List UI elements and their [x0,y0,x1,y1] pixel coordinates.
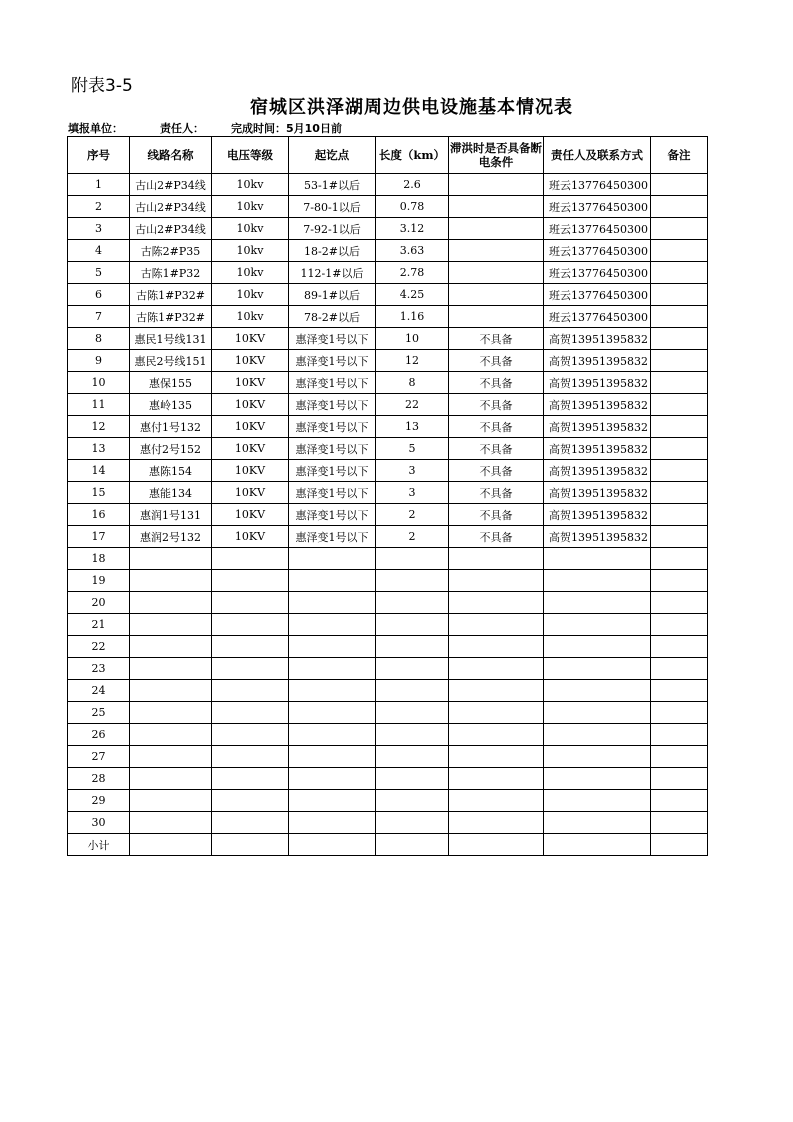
cell-contact: 高贺13951395832 [544,460,651,482]
cell-flood-cutoff [449,790,544,812]
cell-range [289,680,376,702]
cell-line-name [130,614,212,636]
table-row [68,614,708,636]
cell-voltage: 10KV [212,504,289,526]
cell-note [651,724,708,746]
cell-note [651,812,708,834]
cell-seq: 4 [68,240,130,262]
cell-voltage [212,812,289,834]
cell-voltage [212,658,289,680]
header-line-name: 线路名称 [130,137,212,174]
cell-seq: 2 [68,196,130,218]
cell-contact: 高贺13951395832 [544,416,651,438]
table-row [68,702,708,724]
cell-contact: 高贺13951395832 [544,328,651,350]
cell-length: 2 [376,504,449,526]
cell-line-name: 惠付1号132 [130,416,212,438]
cell-range: 惠泽变1号以下 [289,350,376,372]
cell-voltage: 10KV [212,372,289,394]
table-row [68,262,708,284]
cell-note [651,306,708,328]
cell-note [651,636,708,658]
cell-voltage: 10KV [212,328,289,350]
cell-flood-cutoff [449,724,544,746]
cell-voltage [212,768,289,790]
cell-note [651,504,708,526]
cell-contact: 高贺13951395832 [544,394,651,416]
cell-seq: 3 [68,218,130,240]
cell-seq: 20 [68,592,130,614]
table-row [68,812,708,834]
header-seq: 序号 [68,137,130,174]
cell-voltage [212,614,289,636]
cell-contact [544,812,651,834]
cell-range [289,768,376,790]
cell-line-name: 古山2#P34线 [130,196,212,218]
cell-contact [544,746,651,768]
cell-range: 惠泽变1号以下 [289,504,376,526]
cell-line-name [130,548,212,570]
cell-note [651,284,708,306]
cell-contact: 高贺13951395832 [544,482,651,504]
cell-range: 18-2#以后 [289,240,376,262]
cell-voltage: 10kv [212,262,289,284]
cell-seq: 14 [68,460,130,482]
table-row [68,526,708,548]
responsible-person-label: 责任人： [160,122,204,135]
cell-range [289,592,376,614]
table-row [68,680,708,702]
cell-length: 22 [376,394,449,416]
cell-line-name [130,724,212,746]
cell-range: 112-1#以后 [289,262,376,284]
cell-contact [544,790,651,812]
reporting-unit-label: 填报单位： [68,122,123,135]
cell-voltage: 10KV [212,438,289,460]
cell-seq: 27 [68,746,130,768]
completion-time-label: 完成时间：5月10日前 [231,122,342,135]
cell-contact [544,614,651,636]
cell-flood-cutoff [449,658,544,680]
cell-flood-cutoff [449,548,544,570]
cell-seq: 10 [68,372,130,394]
cell-length [376,658,449,680]
cell-voltage: 10kv [212,284,289,306]
cell-length [376,746,449,768]
cell-length: 3 [376,482,449,504]
page-title: 宿城区洪泽湖周边供电设施基本情况表 [250,97,573,118]
table-row [68,372,708,394]
cell-flood-cutoff [449,174,544,196]
cell-length: 2.6 [376,174,449,196]
cell-contact: 高贺13951395832 [544,372,651,394]
cell-voltage [212,746,289,768]
cell-line-name: 惠陈154 [130,460,212,482]
cell-range: 惠泽变1号以下 [289,526,376,548]
cell-seq: 5 [68,262,130,284]
cell-note [651,680,708,702]
cell-length: 0.78 [376,196,449,218]
cell-voltage [212,680,289,702]
cell-seq: 30 [68,812,130,834]
cell-seq: 6 [68,284,130,306]
cell-contact: 班云13776450300 [544,196,651,218]
cell-flood-cutoff: 不具备 [449,372,544,394]
cell-length: 10 [376,328,449,350]
cell-length [376,548,449,570]
cell-length [376,636,449,658]
cell-range [289,812,376,834]
subtotal-cell [651,834,708,856]
cell-voltage [212,570,289,592]
cell-line-name: 惠付2号152 [130,438,212,460]
cell-flood-cutoff [449,812,544,834]
cell-flood-cutoff: 不具备 [449,504,544,526]
cell-seq: 17 [68,526,130,548]
header-note: 备注 [651,137,708,174]
cell-length [376,614,449,636]
cell-voltage: 10KV [212,416,289,438]
cell-note [651,174,708,196]
cell-contact: 班云13776450300 [544,262,651,284]
cell-length [376,812,449,834]
subtotal-cell [376,834,449,856]
cell-flood-cutoff: 不具备 [449,482,544,504]
cell-note [651,482,708,504]
header-length: 长度（km） [376,137,449,174]
cell-voltage [212,636,289,658]
cell-length [376,768,449,790]
table-row [68,350,708,372]
cell-voltage [212,548,289,570]
cell-note [651,240,708,262]
cell-length [376,790,449,812]
cell-flood-cutoff: 不具备 [449,394,544,416]
cell-contact: 班云13776450300 [544,240,651,262]
cell-line-name: 惠岭135 [130,394,212,416]
cell-flood-cutoff: 不具备 [449,438,544,460]
table-row [68,724,708,746]
cell-note [651,460,708,482]
cell-flood-cutoff [449,746,544,768]
cell-range: 惠泽变1号以下 [289,394,376,416]
cell-range: 7-80-1以后 [289,196,376,218]
cell-line-name: 古陈1#P32# [130,306,212,328]
cell-note [651,350,708,372]
cell-voltage [212,790,289,812]
cell-flood-cutoff [449,196,544,218]
cell-voltage: 10KV [212,394,289,416]
table-row [68,768,708,790]
cell-length: 1.16 [376,306,449,328]
cell-range: 惠泽变1号以下 [289,482,376,504]
cell-contact: 高贺13951395832 [544,526,651,548]
cell-range: 惠泽变1号以下 [289,416,376,438]
cell-line-name [130,812,212,834]
cell-voltage: 10kv [212,174,289,196]
cell-contact [544,724,651,746]
cell-line-name: 惠民2号线151 [130,350,212,372]
cell-range: 惠泽变1号以下 [289,438,376,460]
cell-length: 3 [376,460,449,482]
cell-range [289,614,376,636]
table-row [68,416,708,438]
cell-line-name [130,592,212,614]
cell-contact: 高贺13951395832 [544,350,651,372]
cell-flood-cutoff: 不具备 [449,526,544,548]
cell-note [651,614,708,636]
cell-contact: 班云13776450300 [544,218,651,240]
cell-seq: 13 [68,438,130,460]
cell-note [651,438,708,460]
cell-note [651,702,708,724]
cell-seq: 28 [68,768,130,790]
cell-line-name: 惠能134 [130,482,212,504]
cell-voltage: 10kv [212,196,289,218]
table-row [68,218,708,240]
cell-note [651,196,708,218]
cell-seq: 8 [68,328,130,350]
cell-length [376,570,449,592]
cell-seq: 29 [68,790,130,812]
cell-note [651,658,708,680]
cell-contact [544,636,651,658]
cell-range [289,746,376,768]
table-row [68,592,708,614]
cell-voltage [212,592,289,614]
cell-note [651,790,708,812]
cell-note [651,394,708,416]
table-row [68,570,708,592]
cell-length: 2 [376,526,449,548]
cell-line-name [130,636,212,658]
cell-range: 78-2#以后 [289,306,376,328]
cell-contact: 班云13776450300 [544,284,651,306]
cell-seq: 18 [68,548,130,570]
cell-range: 惠泽变1号以下 [289,460,376,482]
cell-flood-cutoff [449,570,544,592]
cell-length: 5 [376,438,449,460]
table-row [68,482,708,504]
cell-seq: 25 [68,702,130,724]
cell-line-name [130,680,212,702]
cell-contact: 高贺13951395832 [544,438,651,460]
cell-note [651,570,708,592]
table-row [68,284,708,306]
cell-line-name [130,746,212,768]
table-row [68,460,708,482]
cell-seq: 7 [68,306,130,328]
cell-flood-cutoff: 不具备 [449,460,544,482]
table-row [68,658,708,680]
cell-contact [544,680,651,702]
cell-range [289,636,376,658]
cell-range [289,724,376,746]
table-row [68,504,708,526]
subtotal-cell [212,834,289,856]
cell-contact: 高贺13951395832 [544,504,651,526]
cell-contact [544,658,651,680]
table-row [68,636,708,658]
cell-range [289,702,376,724]
cell-length: 8 [376,372,449,394]
cell-line-name: 古山2#P34线 [130,218,212,240]
cell-contact: 班云13776450300 [544,174,651,196]
cell-line-name: 惠润2号132 [130,526,212,548]
cell-length: 13 [376,416,449,438]
cell-line-name: 惠保155 [130,372,212,394]
table-row [68,394,708,416]
cell-seq: 22 [68,636,130,658]
cell-seq: 26 [68,724,130,746]
cell-voltage [212,724,289,746]
cell-flood-cutoff [449,218,544,240]
cell-flood-cutoff [449,768,544,790]
cell-range [289,570,376,592]
cell-note [651,592,708,614]
cell-seq: 19 [68,570,130,592]
cell-note [651,746,708,768]
cell-seq: 21 [68,614,130,636]
cell-range: 7-92-1以后 [289,218,376,240]
cell-length: 4.25 [376,284,449,306]
header-flood-cutoff: 滞洪时是否具备断电条件 [449,137,544,174]
cell-contact [544,702,651,724]
cell-flood-cutoff [449,636,544,658]
cell-flood-cutoff: 不具备 [449,328,544,350]
cell-seq: 23 [68,658,130,680]
table-row [68,790,708,812]
cell-length: 3.12 [376,218,449,240]
cell-line-name: 古陈2#P35 [130,240,212,262]
cell-seq: 1 [68,174,130,196]
cell-voltage: 10kv [212,306,289,328]
cell-contact [544,592,651,614]
cell-note [651,328,708,350]
cell-seq: 11 [68,394,130,416]
cell-length: 3.63 [376,240,449,262]
cell-voltage: 10kv [212,240,289,262]
subtotal-row [68,834,708,856]
cell-range: 惠泽变1号以下 [289,372,376,394]
cell-line-name: 古陈1#P32# [130,284,212,306]
cell-line-name [130,702,212,724]
cell-voltage: 10KV [212,526,289,548]
cell-flood-cutoff [449,702,544,724]
table-header-row [68,137,708,174]
subtotal-cell [130,834,212,856]
cell-voltage [212,702,289,724]
cell-flood-cutoff: 不具备 [449,350,544,372]
cell-length: 2.78 [376,262,449,284]
cell-length [376,592,449,614]
cell-voltage: 10KV [212,460,289,482]
cell-line-name [130,570,212,592]
cell-flood-cutoff [449,614,544,636]
cell-flood-cutoff [449,592,544,614]
table-row [68,240,708,262]
cell-voltage: 10KV [212,350,289,372]
cell-seq: 24 [68,680,130,702]
cell-range: 89-1#以后 [289,284,376,306]
cell-range: 惠泽变1号以下 [289,328,376,350]
cell-seq: 15 [68,482,130,504]
cell-note [651,526,708,548]
table-row [68,174,708,196]
cell-contact: 班云13776450300 [544,306,651,328]
cell-line-name: 古陈1#P32 [130,262,212,284]
cell-length: 12 [376,350,449,372]
cell-note [651,416,708,438]
table-row [68,438,708,460]
cell-seq: 9 [68,350,130,372]
cell-length [376,724,449,746]
subtotal-cell [289,834,376,856]
cell-range [289,548,376,570]
subtotal-cell [544,834,651,856]
cell-line-name [130,768,212,790]
cell-flood-cutoff [449,680,544,702]
cell-flood-cutoff [449,306,544,328]
table-row [68,548,708,570]
cell-flood-cutoff: 不具备 [449,416,544,438]
cell-seq: 12 [68,416,130,438]
cell-contact [544,768,651,790]
cell-note [651,372,708,394]
cell-flood-cutoff [449,284,544,306]
subtotal-cell [449,834,544,856]
cell-note [651,548,708,570]
cell-voltage: 10kv [212,218,289,240]
cell-range: 53-1#以后 [289,174,376,196]
subtotal-label: 小计 [68,834,130,856]
cell-line-name [130,790,212,812]
cell-line-name: 古山2#P34线 [130,174,212,196]
cell-note [651,218,708,240]
cell-line-name: 惠润1号131 [130,504,212,526]
header-voltage: 电压等级 [212,137,289,174]
cell-line-name: 惠民1号线131 [130,328,212,350]
cell-flood-cutoff [449,262,544,284]
cell-range [289,790,376,812]
facilities-table [67,136,708,856]
cell-range [289,658,376,680]
table-row [68,328,708,350]
cell-contact [544,570,651,592]
cell-flood-cutoff [449,240,544,262]
table-row [68,746,708,768]
cell-seq: 16 [68,504,130,526]
table-row [68,306,708,328]
cell-note [651,262,708,284]
header-contact: 责任人及联系方式 [544,137,651,174]
cell-line-name [130,658,212,680]
cell-note [651,768,708,790]
cell-contact [544,548,651,570]
table-row [68,196,708,218]
cell-voltage: 10KV [212,482,289,504]
cell-length [376,680,449,702]
appendix-label: 附表3-5 [71,76,133,96]
header-range: 起讫点 [289,137,376,174]
cell-length [376,702,449,724]
